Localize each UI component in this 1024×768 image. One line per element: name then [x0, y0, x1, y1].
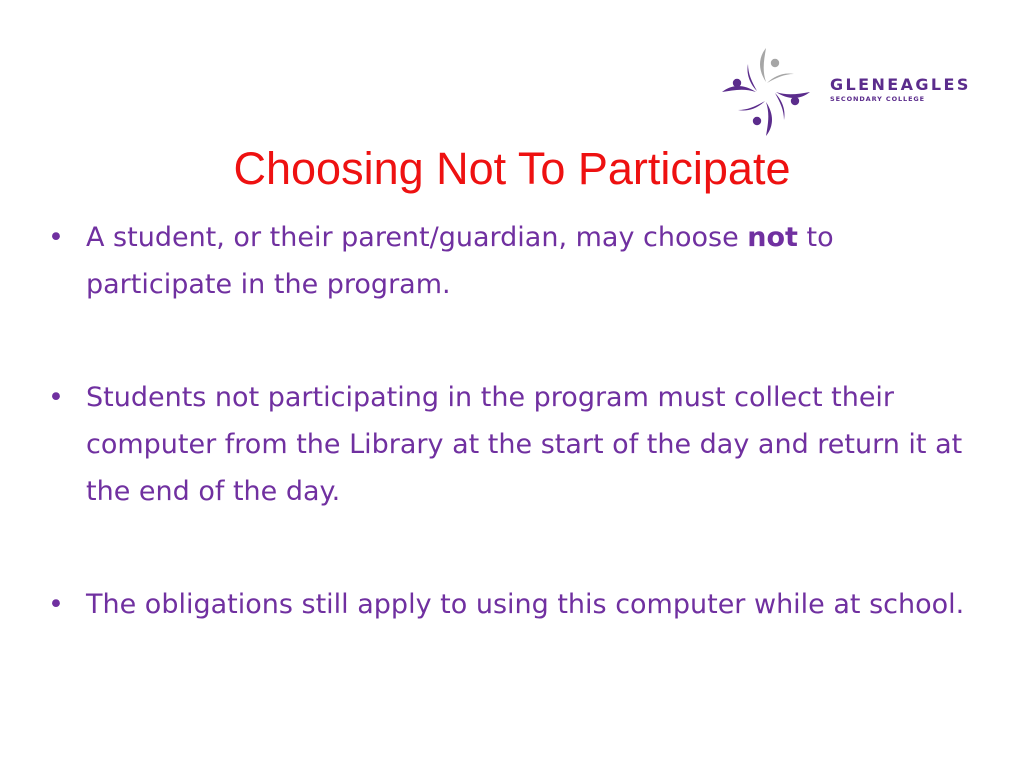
bullet-icon: •: [48, 589, 64, 620]
logo-name: GLENEAGLES: [830, 75, 971, 94]
logo-text: [830, 77, 971, 104]
bullet-icon: •: [48, 222, 64, 253]
bullet-text: The obligations still apply to using this computer while at school.: [86, 589, 965, 620]
bullet-item: [48, 581, 980, 628]
college-logo-icon: [718, 44, 814, 140]
logo-subtitle: SECONDARY COLLEGE: [830, 95, 925, 103]
bullet-emphasis: not: [747, 222, 798, 253]
college-logo: [718, 44, 980, 140]
bullet-icon: •: [48, 382, 64, 413]
bullet-text: Students not participating in the program must collect their computer from the Library at the start of the day and return it at the end of the day.: [86, 382, 963, 507]
bullet-text-before: A student, or their parent/guardian, may choose: [86, 222, 748, 253]
slide-title: Choosing Not To Participate: [233, 143, 791, 194]
bullet-item: [48, 374, 980, 515]
bullet-list: [48, 214, 980, 628]
bullet-text: [86, 222, 834, 300]
bullet-text-after: to participate in the program.: [86, 222, 834, 300]
bullet-item: [48, 214, 980, 308]
